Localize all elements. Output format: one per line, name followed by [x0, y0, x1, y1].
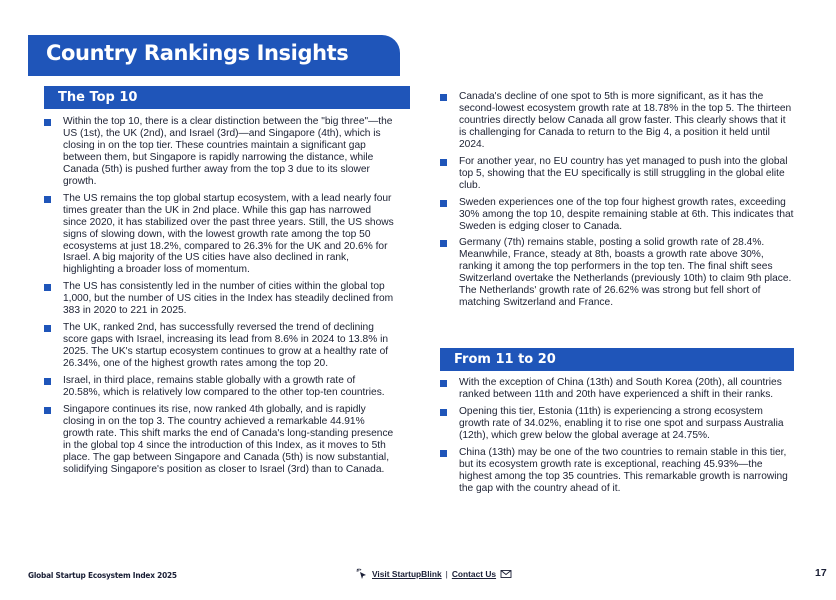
list-item: Sweden experiences one of the top four highest growth rates, exceeding 30% among the top 10, despite remaining stable at 6th. This indicates that Sweden is edging closer to Canada.: [440, 197, 794, 233]
bullet-square-icon: [440, 380, 447, 387]
bullet-square-icon: [44, 196, 51, 203]
bullet-square-icon: [440, 200, 447, 207]
bullet-square-icon: [44, 325, 51, 332]
from11to20-bullet-list: [440, 377, 790, 495]
page-number: 17: [815, 567, 827, 579]
list-item: Canada's decline of one spot to 5th is more significant, as it has the second-lowest ecosystem growth rate at 18.78% in the top 5. The thirteen countries directly below Canada all grow faster. This clearly shows that it is challenging for Canada to return to the Big 4, a position it held until 2024.: [440, 91, 794, 151]
list-item: The US remains the top global startup ecosystem, with a lead nearly four times greater than the UK in 2nd place. While this gap has narrowed since 2020, it has stabilized over the past three years. Still, the US shows signs of slowing down, with the lowest growth rate among the top 50 ecosystems at just 18.2%, compared to 26.3% for the UK and 20.6% for Israel. A big majority of the US cities have also declined in rank, highlighting a broader loss of momentum.: [44, 193, 394, 277]
list-item: Germany (7th) remains stable, posting a solid growth rate of 28.4%. Meanwhile, France, steady at 8th, boasts a growth rate above 30%, ranking it among the top performers in the top ten. The final shift sees Switzerland overtake the Netherlands (previously 10th) to claim 9th place. The Netherlands' growth rate of 26.62% was strong but fell short of matching Switzerland and France.: [440, 237, 794, 309]
bullet-square-icon: [440, 159, 447, 166]
list-item: With the exception of China (13th) and South Korea (20th), all countries ranked between 11th and 20th have experienced a shift in their ranks.: [440, 377, 790, 401]
bullet-square-icon: [440, 450, 447, 457]
top10-continued-bullet-list: [440, 91, 794, 309]
contact-us-link[interactable]: Contact Us: [451, 569, 497, 579]
list-item: China (13th) may be one of the two countries to remain stable in this tier, but its ecosystem growth rate is exceptional, reaching 45.93%—the highest among the top 35 countries. This remarkable growth is narrowing the gap with the country ahead of it.: [440, 447, 790, 495]
cursor-click-icon: [356, 568, 368, 580]
section-heading-top10: [44, 86, 410, 109]
list-item: Within the top 10, there is a clear distinction between the "big three"—the US (1st), the UK (2nd), and Israel (3rd)—and Singapore (4th), which is closing in on the top tier. These countries maintain a significant gap between them, but Singapore is rapidly narrowing the distance, while Canada (5th) is pushed further away from the top 3 due to its slower growth.: [44, 116, 394, 188]
email-icon: [500, 568, 512, 580]
footer-report-name: Global Startup Ecosystem Index 2025: [28, 570, 177, 580]
list-item: The US has consistently led in the number of cities within the global top 1,000, but the number of US cities in the Index has steadily declined from 383 in 2020 to 221 in 2025.: [44, 281, 394, 317]
bullet-square-icon: [440, 240, 447, 247]
bullet-square-icon: [44, 407, 51, 414]
top10-bullet-list: [44, 116, 394, 476]
footer-separator: |: [445, 569, 448, 579]
list-item: Singapore continues its rise, now ranked 4th globally, and is rapidly closing in on the top 3. The country achieved a remarkable 44.91% growth rate. This shift marks the end of Canada's long-standing presence in the global top 4 since the introduction of this Index, as it moves to 5th place. The gap between Singapore and Canada (5th) is now substantial, solidifying Singapore's position as closer to Israel (3rd) than to Canada.: [44, 404, 394, 476]
bullet-square-icon: [44, 378, 51, 385]
bullet-square-icon: [44, 284, 51, 291]
section-heading-11-to-20: [440, 348, 794, 371]
bullet-square-icon: [440, 94, 447, 101]
list-item: Opening this tier, Estonia (11th) is experiencing a strong ecosystem growth rate of 34.02%, enabling it to rise one spot and surpass Australia (12th), which grew below the global average at 24.75%.: [440, 406, 790, 442]
page-title: Country Rankings Insights: [46, 41, 349, 65]
list-item: The UK, ranked 2nd, has successfully reversed the trend of declining score gaps with Israel, increasing its lead from 8.6% in 2024 to 13.8% in 2025. The UK's startup ecosystem continues to grow at a healthy rate of 26.34%, one of the highest growth rates among the top 20.: [44, 322, 394, 370]
section-heading-label: From 11 to 20: [454, 352, 556, 367]
list-item: For another year, no EU country has yet managed to push into the global top 5, showing that the EU specifically is still struggling in the global elite club.: [440, 156, 794, 192]
section-heading-label: The Top 10: [58, 90, 138, 105]
bullet-square-icon: [440, 409, 447, 416]
bullet-square-icon: [44, 119, 51, 126]
list-item: Israel, in third place, remains stable globally with a growth rate of 20.58%, which is relatively low compared to the other top-ten countries.: [44, 375, 394, 399]
visit-startupblink-link[interactable]: Visit StartupBlink: [372, 569, 442, 579]
footer-links: [356, 568, 512, 580]
title-banner: [28, 35, 400, 76]
